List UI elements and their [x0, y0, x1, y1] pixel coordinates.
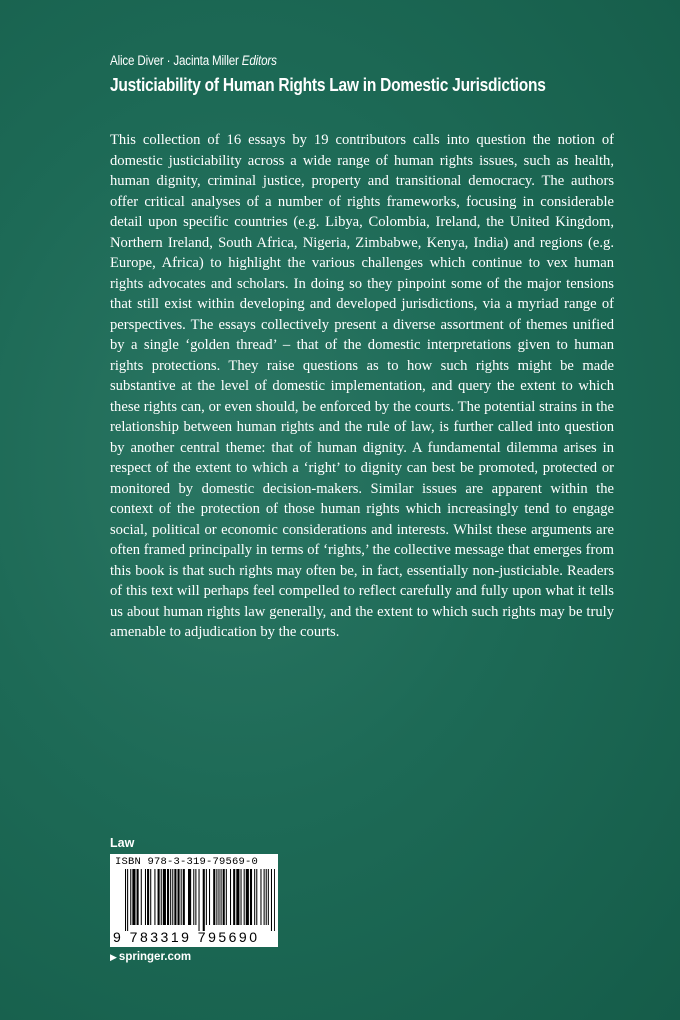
barcode-bar [221, 869, 222, 925]
barcode-bar [226, 869, 227, 925]
barcode-bar [209, 869, 210, 925]
barcode-bar [218, 869, 219, 925]
barcode-bar [213, 869, 215, 925]
barcode-bar [268, 869, 269, 925]
barcode-bar [174, 869, 176, 925]
barcode-bar [154, 869, 155, 925]
barcode-bar [203, 869, 205, 931]
barcode-bar [158, 869, 160, 925]
barcode-bar [193, 869, 194, 925]
barcode-bars [125, 869, 275, 931]
editors-line [110, 53, 277, 68]
barcode-bar [163, 869, 166, 925]
subject-label: Law [110, 836, 135, 850]
publisher-website[interactable] [110, 951, 191, 963]
isbn-label: ISBN 978-3-319-79569-0 [115, 856, 259, 868]
barcode-bar [244, 869, 245, 925]
barcode-bar [130, 869, 131, 925]
barcode-bar [125, 869, 126, 931]
barcode-bar [223, 869, 225, 925]
barcode-bar [178, 869, 180, 925]
barcode-bar [127, 869, 128, 931]
barcode-bar [195, 869, 196, 925]
author-names: Alice Diver · Jacinta Miller [110, 53, 239, 68]
barcode-bar [254, 869, 255, 925]
barcode-bar [266, 869, 267, 925]
barcode-bar [206, 869, 207, 925]
barcode-bar [199, 869, 200, 931]
barcode-bar [250, 869, 252, 925]
book-blurb: This collection of 16 essays by 19 contributors calls into question the notion of domestic justiciability across a wide range of human rights issues, such as health, human dignity, criminal justice, property and transitional democracy. The authors offer critical analyses of a number of rights frameworks, focusing in considerable detail upon specific countries (e.g. Libya, Colombia, Ireland, the United Kingdom, Northern Ireland, South Africa, Nigeria, Zimbabwe, Kenya, India) and regions (e.g. Europe, Africa) to highlight the various challenges which continue to vex human rights advocates and scholars. In doing so they pinpoint some of the major tensions that still exist within developing and developed jurisdictions, via a myriad range of perspectives. The essays collectively present a diverse assortment of themes unified by a single ‘golden thread’ – that of the domestic interpretations given to human rights protections. They raise questions as to how such rights might be made substantive at the level of domestic implementation, and query the extent to which these rights can, or even should, be enforced by the courts. The potential strains in the relationship between human rights and the rule of law, is further called into question by another central theme: that of human dignity. A fundamental dilemma arises in respect of the extent to which a ‘right’ to dignity can best be promoted, protected or monitored by domestic decision-makers. Similar issues are apparent within the context of the protection of those human rights which increasingly tend to engage social, political or economic considerations and interests. Whilst these arguments are often framed principally in terms of ‘rights,’ the collective message that emerges from this book is that such rights may often be, in fact, essentially non-justiciable. Readers of this text will perhaps feel compelled to reflect carefully and fully upon what it tells us about human rights law generally, and the extent to which such rights may be truly amenable to adjudication by the courts. [110, 132, 614, 640]
barcode-bar [216, 869, 217, 925]
barcode-bar [141, 869, 142, 925]
barcode-bar [241, 869, 242, 925]
barcode-bar [183, 869, 185, 925]
isbn-barcode [110, 854, 278, 947]
ean-digits: 9 783319 795690 [113, 929, 260, 945]
website-text: springer.com [118, 951, 192, 963]
barcode-bar [256, 869, 257, 925]
barcode-bar [161, 869, 162, 925]
barcode-bar [132, 869, 135, 925]
barcode-bar [150, 869, 151, 925]
barcode-bar [167, 869, 169, 925]
barcode-bar [147, 869, 149, 925]
barcode-bar [181, 869, 182, 925]
barcode-bar [274, 869, 275, 931]
barcode-bar [264, 869, 265, 925]
barcode-bar [260, 869, 261, 925]
barcode-bar [188, 869, 191, 925]
barcode-bar [233, 869, 235, 925]
barcode-bar [170, 869, 171, 925]
barcode-bar [246, 869, 249, 925]
triangle-right-icon: ▶ [110, 952, 117, 962]
barcode-bar [145, 869, 146, 925]
editors-role: Editors [241, 53, 277, 68]
barcode-bar [230, 869, 231, 925]
barcode-bar [271, 869, 272, 931]
barcode-bar [236, 869, 239, 925]
book-title: Justiciability of Human Rights Law in Domestic Jurisdictions [110, 74, 546, 95]
barcode-bar [172, 869, 173, 925]
barcode-bar [137, 869, 139, 925]
